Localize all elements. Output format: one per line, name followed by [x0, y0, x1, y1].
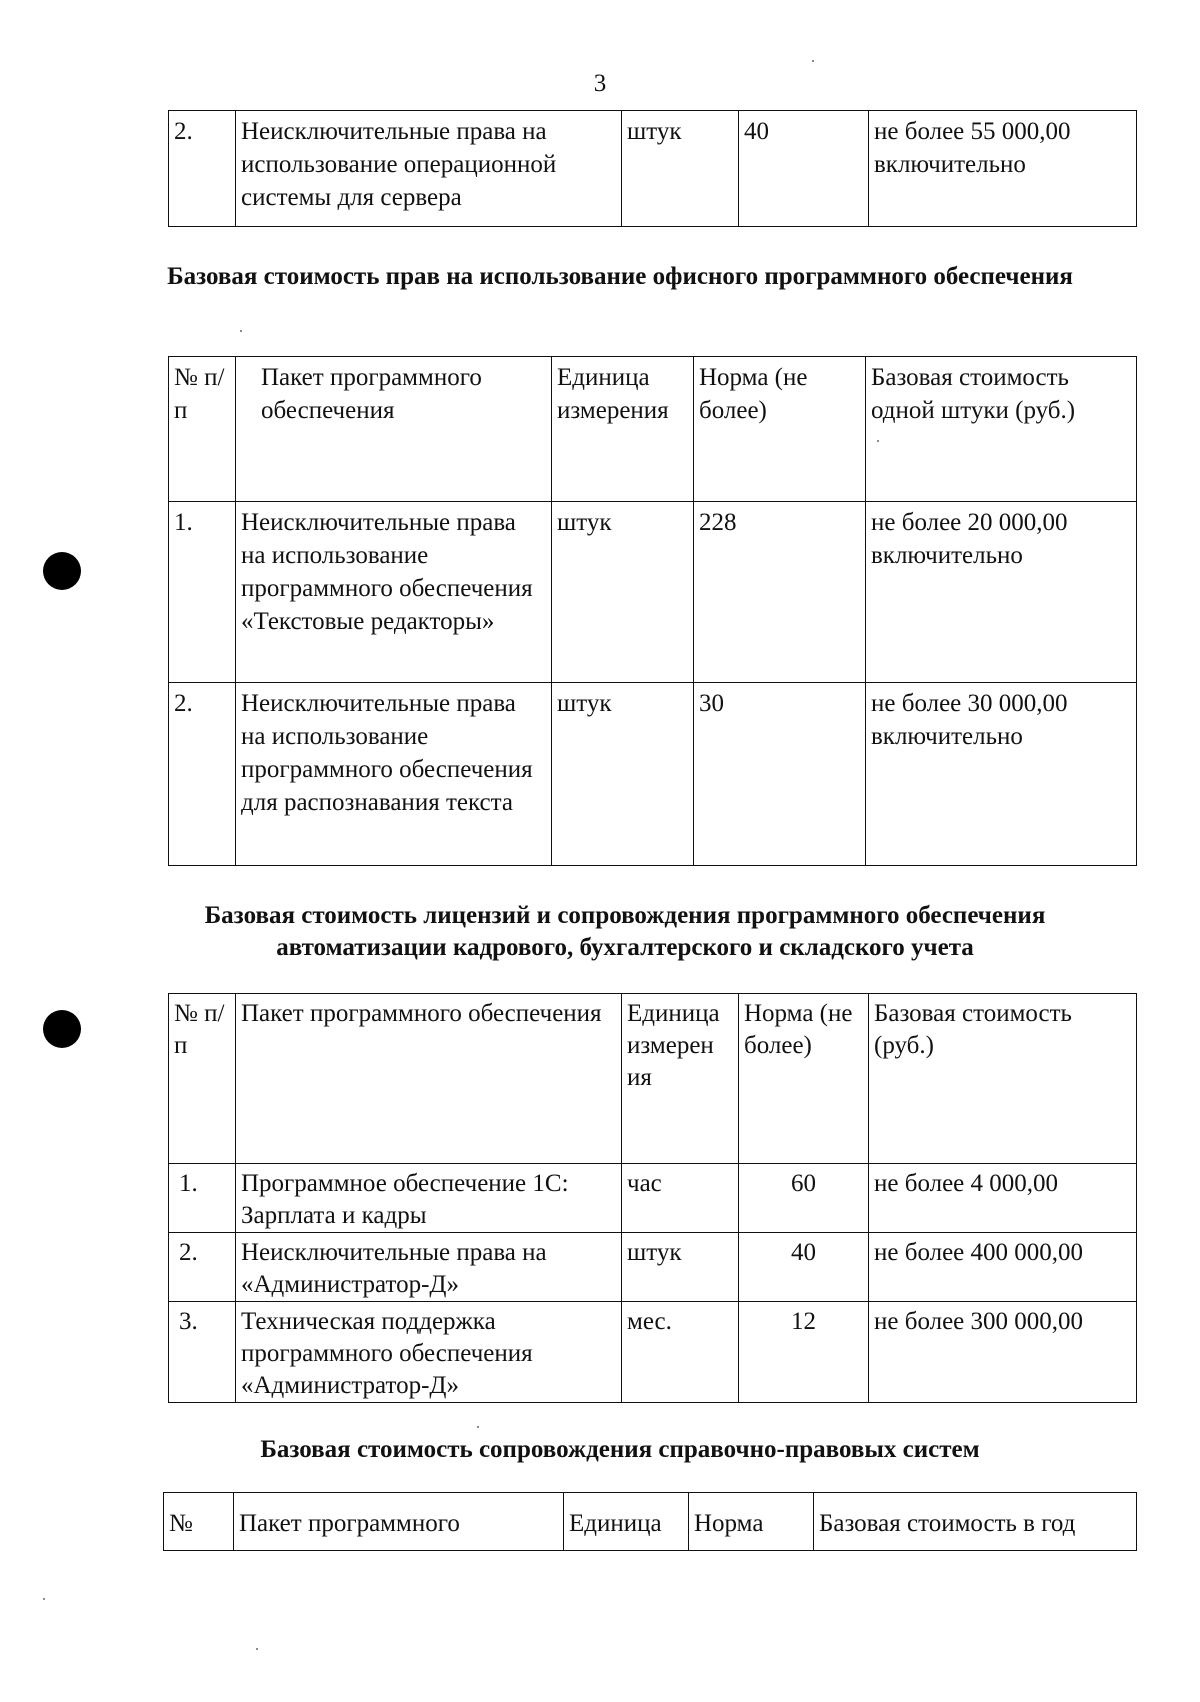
table-row	[169, 1233, 1137, 1302]
table-legal-systems	[163, 1492, 1137, 1551]
cell-num: 2.	[169, 111, 236, 227]
scan-speck	[477, 1426, 479, 1428]
header-num: № п/п	[169, 994, 236, 1164]
cell-norm: 30	[694, 683, 866, 866]
header-num: №	[164, 1493, 234, 1551]
table-header-row	[164, 1493, 1137, 1551]
header-norm: Норма	[689, 1493, 814, 1551]
table-row	[169, 111, 1137, 227]
cell-norm: 40	[739, 111, 869, 227]
table-header-row	[169, 357, 1137, 502]
cell-cost: не более 4 000,00	[869, 1164, 1137, 1233]
header-name: Пакет программного	[234, 1493, 564, 1551]
table-os-licenses	[168, 110, 1137, 227]
section-heading-legal-systems: Базовая стоимость сопровождения справочно-правовых систем	[260, 1436, 980, 1463]
cell-unit: мес.	[622, 1302, 739, 1403]
punch-hole-lower	[43, 1010, 81, 1048]
cell-name: Неисключительные права на использование операционной системы для сервера	[236, 111, 622, 227]
header-cost: Базовая стоимость одной штуки (руб.)	[866, 357, 1137, 502]
section-heading-office-software: Базовая стоимость прав на использование офисного программного обеспечения	[167, 263, 1073, 290]
scan-speck	[812, 60, 814, 62]
header-cost: Базовая стоимость в год	[814, 1493, 1137, 1551]
header-name: Пакет программного обеспечения	[236, 994, 622, 1164]
header-unit: Единица	[564, 1493, 689, 1551]
cell-norm: 12	[739, 1302, 869, 1403]
cell-cost: не более 300 000,00	[869, 1302, 1137, 1403]
cell-name: Неисключительные права на использование программного обеспечения для распознавания текста	[236, 683, 552, 866]
cell-cost: не более 400 000,00	[869, 1233, 1137, 1302]
cell-norm: 40	[739, 1233, 869, 1302]
cell-unit: штук	[622, 111, 739, 227]
header-cost: Базовая стоимость (руб.)	[869, 994, 1137, 1164]
cell-name: Неисключительные права на использование программного обеспечения «Текстовые редакторы»	[236, 502, 552, 683]
cell-norm: 228	[694, 502, 866, 683]
header-num: № п/п	[169, 357, 236, 502]
cell-name: Техническая поддержка программного обеспечения «Администратор-Д»	[236, 1302, 622, 1403]
header-norm: Норма (не более)	[739, 994, 869, 1164]
table-row	[169, 1302, 1137, 1403]
cell-unit: штук	[552, 502, 694, 683]
header-name: Пакет программного обеспечения	[236, 357, 552, 502]
table-row	[169, 502, 1137, 683]
scan-speck	[43, 1598, 45, 1600]
cell-name: Неисключительные права на «Администратор-Д»	[236, 1233, 622, 1302]
cell-name: Программное обеспечение 1С: Зарплата и кадры	[236, 1164, 622, 1233]
page-number: 3	[593, 70, 607, 97]
cell-num: 2.	[169, 683, 236, 866]
header-unit: Единица измерен ия	[622, 994, 739, 1164]
scan-speck	[877, 440, 879, 442]
header-unit: Единица измерения	[552, 357, 694, 502]
cell-unit: штук	[552, 683, 694, 866]
table-header-row	[169, 994, 1137, 1164]
cell-cost: не более 20 000,00 включительно	[866, 502, 1137, 683]
cell-num: 2.	[169, 1233, 236, 1302]
scan-speck	[240, 330, 242, 332]
cell-unit: час	[622, 1164, 739, 1233]
cell-cost: не более 55 000,00 включительно	[869, 111, 1137, 227]
section-heading-accounting-software: Базовая стоимость лицензий и сопровождения программного обеспечения автоматизации кадрового, бухгалтерского и складского учета	[204, 902, 1046, 961]
table-office-software	[168, 356, 1137, 866]
table-accounting-software	[168, 993, 1137, 1403]
header-norm: Норма (не более)	[694, 357, 866, 502]
cell-num: 1.	[169, 1164, 236, 1233]
scan-speck	[256, 1648, 258, 1650]
cell-unit: штук	[622, 1233, 739, 1302]
cell-num: 3.	[169, 1302, 236, 1403]
cell-cost: не более 30 000,00 включительно	[866, 683, 1137, 866]
table-row	[169, 683, 1137, 866]
cell-norm: 60	[739, 1164, 869, 1233]
table-row	[169, 1164, 1137, 1233]
punch-hole-upper	[43, 552, 81, 590]
cell-num: 1.	[169, 502, 236, 683]
